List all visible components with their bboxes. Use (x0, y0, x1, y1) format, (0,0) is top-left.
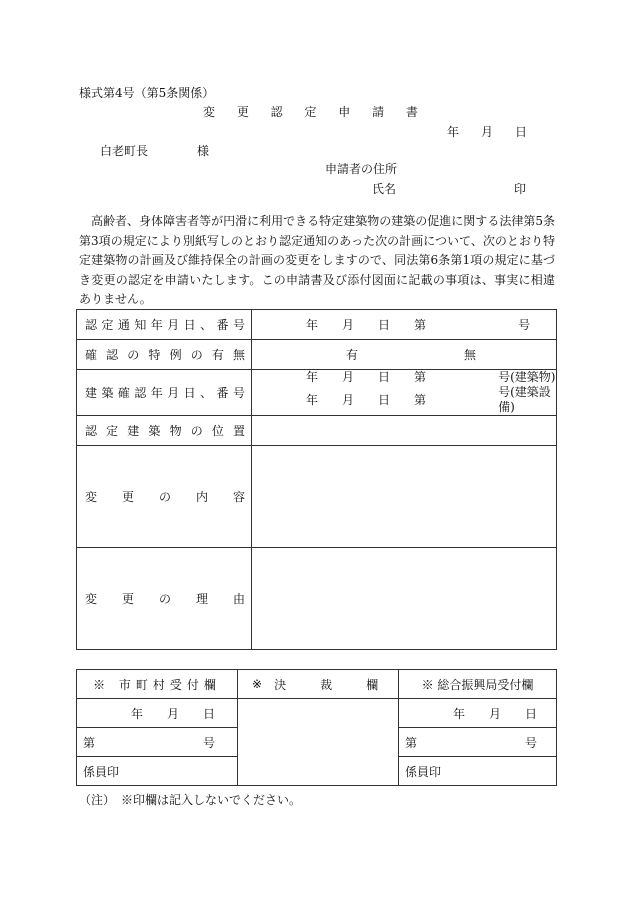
label-special-confirmation: 確 認 の 特 例 の 有 無 (77, 340, 252, 370)
label-change-reason: 変 更 の 理 由 (77, 548, 252, 650)
change-content-field[interactable] (252, 446, 557, 548)
applicant-seal: 印 (514, 182, 527, 196)
special-confirmation-field[interactable] (252, 340, 557, 370)
office-use-table (76, 669, 557, 786)
label-certification-notice: 認 定 通 知 年 月 日 、 番 号 (77, 310, 252, 340)
application-statement: 高齢者、身体障害者等が円滑に利用できる特定建築物の建築の促進に関する法律第5条第3項の規定により別紙写しのとおり認定通知のあった次の計画について、次のとおり特定建築物の計画及び維持保全の計画の変更をしますので、同法第6条第1項の規定に基づき変更の認定を申請いたします。この申請書及び添付図面に記載の事項は、事実に相違ありません。 (79, 214, 555, 306)
go-building: 号(建築物) (498, 370, 556, 384)
go-equipment: 号(建築設備) (498, 385, 551, 414)
date-month: 月 (480, 125, 493, 139)
application-date (447, 123, 527, 140)
certification-notice-field[interactable]: 年 月 日 第 号 (252, 310, 557, 340)
municipal-date-field[interactable]: 年 月 日 (77, 699, 238, 728)
bureau-staff-seal[interactable]: 係員印 (399, 757, 557, 786)
building-location-field[interactable] (252, 416, 557, 446)
decision-field[interactable] (238, 699, 399, 786)
addressee: 白老町長 (100, 144, 149, 158)
bureau-date-field[interactable]: 年 月 日 (399, 699, 557, 728)
date-year: 年 (447, 125, 460, 139)
footnote: （注） ※印欄は記入しないでください。 (79, 793, 302, 807)
applicant-address-label: 申請者の住所 (325, 162, 398, 176)
bureau-number-field[interactable]: 第 号 (399, 728, 557, 757)
label-building-location: 認 定 建 築 物 の 位 置 (77, 416, 252, 446)
application-details-table (76, 309, 557, 650)
date-day: 日 (514, 125, 527, 139)
honorific: 様 (197, 144, 210, 158)
decision-header: ※ 決 裁 欄 (238, 670, 399, 699)
bureau-reception-header: ※ 総合振興局受付欄 (399, 670, 557, 699)
municipal-number-field[interactable]: 第 号 (77, 728, 238, 757)
form-title: 変 更 認 定 申 請 書 (203, 105, 427, 119)
municipal-staff-seal[interactable]: 係員印 (77, 757, 238, 786)
applicant-name-label: 氏名 (372, 182, 397, 196)
building-confirmation-field[interactable]: 年 月 日 第 号(建築物) 年 月 日 第 号(建築設備) (252, 370, 557, 416)
option-no[interactable]: 無 (464, 348, 477, 362)
change-reason-field[interactable] (252, 548, 557, 650)
municipal-reception-header: ※ 市町村受付欄 (77, 670, 238, 699)
label-building-confirmation: 建 築 確 認 年 月 日 、 番 号 (77, 370, 252, 416)
label-change-content: 変 更 の 内 容 (77, 446, 252, 548)
form-number: 様式第4号（第5条関係） (79, 86, 215, 100)
option-yes[interactable]: 有 (346, 348, 359, 362)
